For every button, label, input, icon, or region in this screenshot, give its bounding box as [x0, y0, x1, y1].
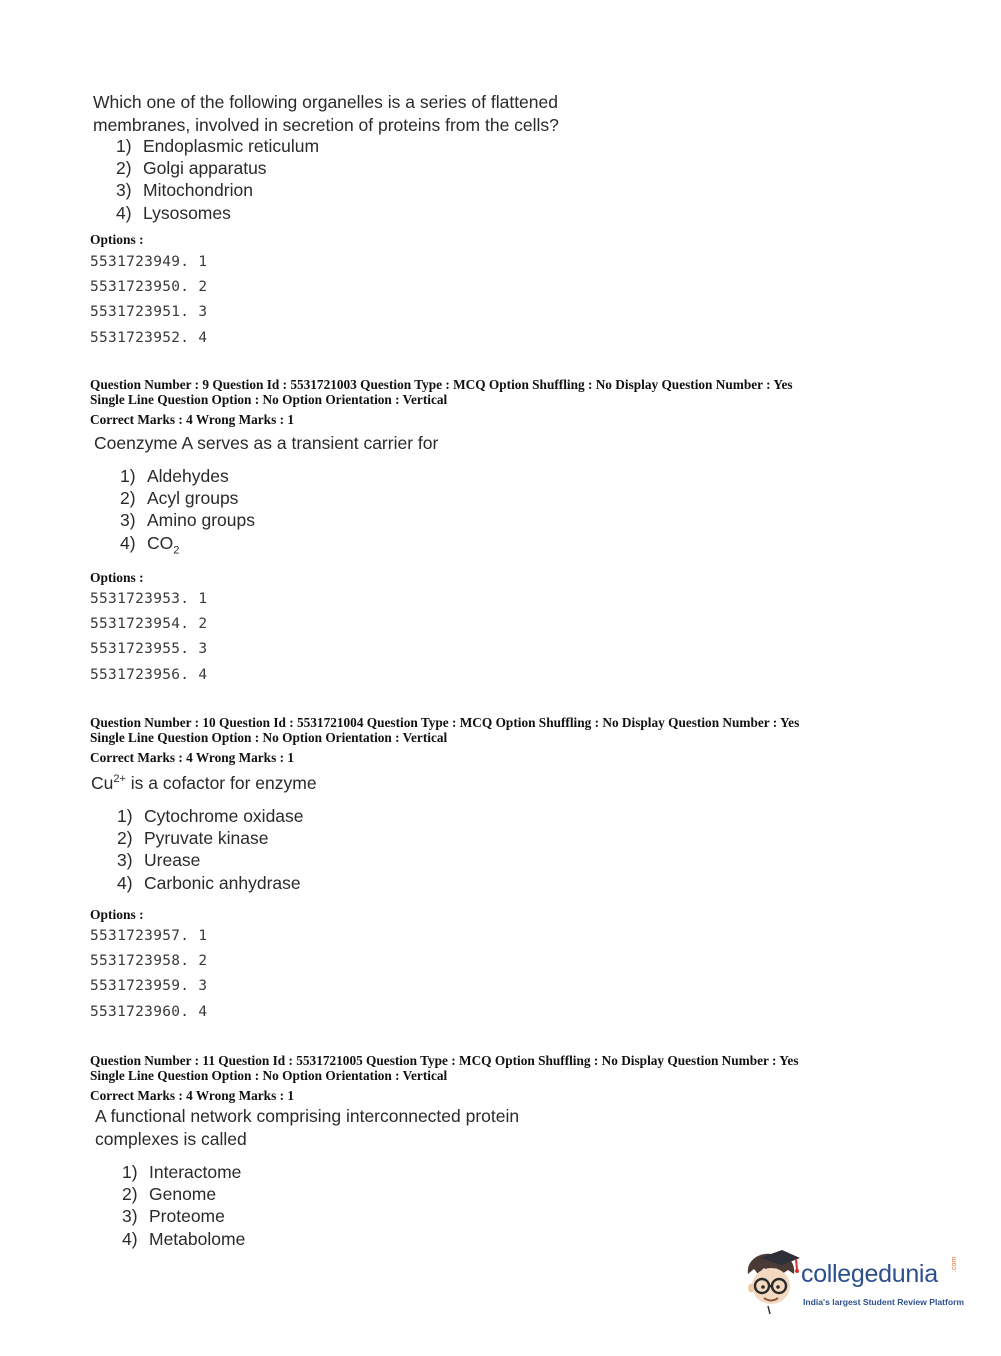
choice-item: 1) Aldehydes	[120, 466, 229, 486]
options-label: Options :	[90, 232, 144, 247]
options-label: Options :	[90, 907, 144, 922]
question-10-option-ids	[90, 924, 207, 1025]
question-10-meta-line2: Single Line Question Option : No Option Orientation : Vertical	[90, 730, 448, 745]
question-9-meta-line1: Question Number : 9 Question Id : 5531721003 Question Type : MCQ Option Shuffling : No Display Question Number : Yes	[90, 377, 793, 392]
choice-item: 1) Interactome	[122, 1162, 242, 1182]
option-id: 5531723953. 1	[90, 591, 208, 607]
choice-item: 4) $CO_2$	[120, 532, 180, 557]
question-10-meta-line1: Question Number : 10 Question Id : 5531721004 Question Type : MCQ Option Shuffling : No Display Question Number : Yes	[90, 715, 800, 730]
question-10-choices	[117, 805, 304, 894]
question-8-option-ids	[90, 250, 207, 351]
option-id: 5531723954. 2	[90, 616, 208, 633]
option-id: 5531723952. 4	[90, 329, 208, 346]
brand-name: collegedunia	[801, 1260, 938, 1288]
options-label: Options :	[90, 570, 144, 585]
question-8-text-line1: Which one of the following organelles is a series of flattened	[93, 92, 558, 112]
brand-dotcom: .com	[951, 1256, 958, 1272]
question-11-meta	[90, 1053, 940, 1103]
choice-item: 4) Carbonic anhydrase	[117, 872, 301, 893]
choice-item: 4) Lysosomes	[116, 202, 231, 223]
question-11-meta-line2: Single Line Question Option : No Option Orientation : Vertical	[90, 1068, 448, 1083]
question-9-meta	[90, 377, 940, 427]
question-10-marks: Correct Marks : 4 Wrong Marks : 1	[90, 750, 294, 765]
question-11-choices	[122, 1161, 245, 1250]
question-11-meta-line1: Question Number : 11 Question Id : 5531721005 Question Type : MCQ Option Shuffling : No Display Question Number : Yes	[90, 1053, 799, 1068]
option-id: 5531723955. 3	[90, 641, 208, 658]
mascot-icon	[742, 1248, 804, 1314]
question-8-choices	[116, 135, 319, 224]
option-id: 5531723949. 1	[90, 254, 208, 270]
question-10-text: $Cu^{2+}$ is a cofactor for enzyme	[91, 773, 317, 793]
question-9-meta-line2: Single Line Question Option : No Option Orientation : Vertical	[90, 392, 448, 407]
question-9-text: Coenzyme A serves as a transient carrier for	[94, 433, 439, 453]
question-9-marks: Correct Marks : 4 Wrong Marks : 1	[90, 412, 294, 427]
question-8-text-line2: membranes, involved in secretion of proteins from the cells?	[93, 114, 559, 135]
choice-item: 3) Urease	[117, 850, 201, 871]
option-id: 5531723960. 4	[90, 1003, 208, 1020]
option-id: 5531723959. 3	[90, 978, 208, 995]
choice-item: 2) Pyruvate kinase	[117, 828, 269, 849]
choice-item: 3) Proteome	[122, 1206, 225, 1227]
question-11-text: A functional network comprising interconnected protein complexes is called	[95, 1106, 520, 1149]
choice-item: 1) Endoplasmic reticulum	[116, 136, 320, 156]
question-10-meta	[90, 715, 940, 765]
choice-item: 3) Mitochondrion	[116, 180, 253, 201]
choice-item: 2) Acyl groups	[120, 488, 239, 509]
option-id: 5531723956. 4	[90, 666, 208, 683]
question-8-text	[93, 91, 559, 136]
choice-item: 2) Golgi apparatus	[116, 158, 267, 179]
choice-item: 4) Metabolome	[122, 1228, 246, 1249]
option-id: 5531723958. 2	[90, 953, 208, 970]
choice-item: 2) Genome	[122, 1184, 217, 1205]
question-9-option-ids	[90, 587, 207, 688]
collegedunia-logo	[742, 1248, 972, 1318]
question-9-choices	[120, 465, 255, 557]
brand-tagline: India's largest Student Review Platform	[803, 1297, 965, 1307]
option-id: 5531723957. 1	[90, 928, 208, 944]
choice-item: 3) Amino groups	[120, 510, 255, 531]
option-id: 5531723951. 3	[90, 304, 208, 321]
choice-item: 1) Cytochrome oxidase	[117, 806, 304, 826]
option-id: 5531723950. 2	[90, 279, 208, 296]
question-11-marks: Correct Marks : 4 Wrong Marks : 1	[90, 1088, 294, 1103]
